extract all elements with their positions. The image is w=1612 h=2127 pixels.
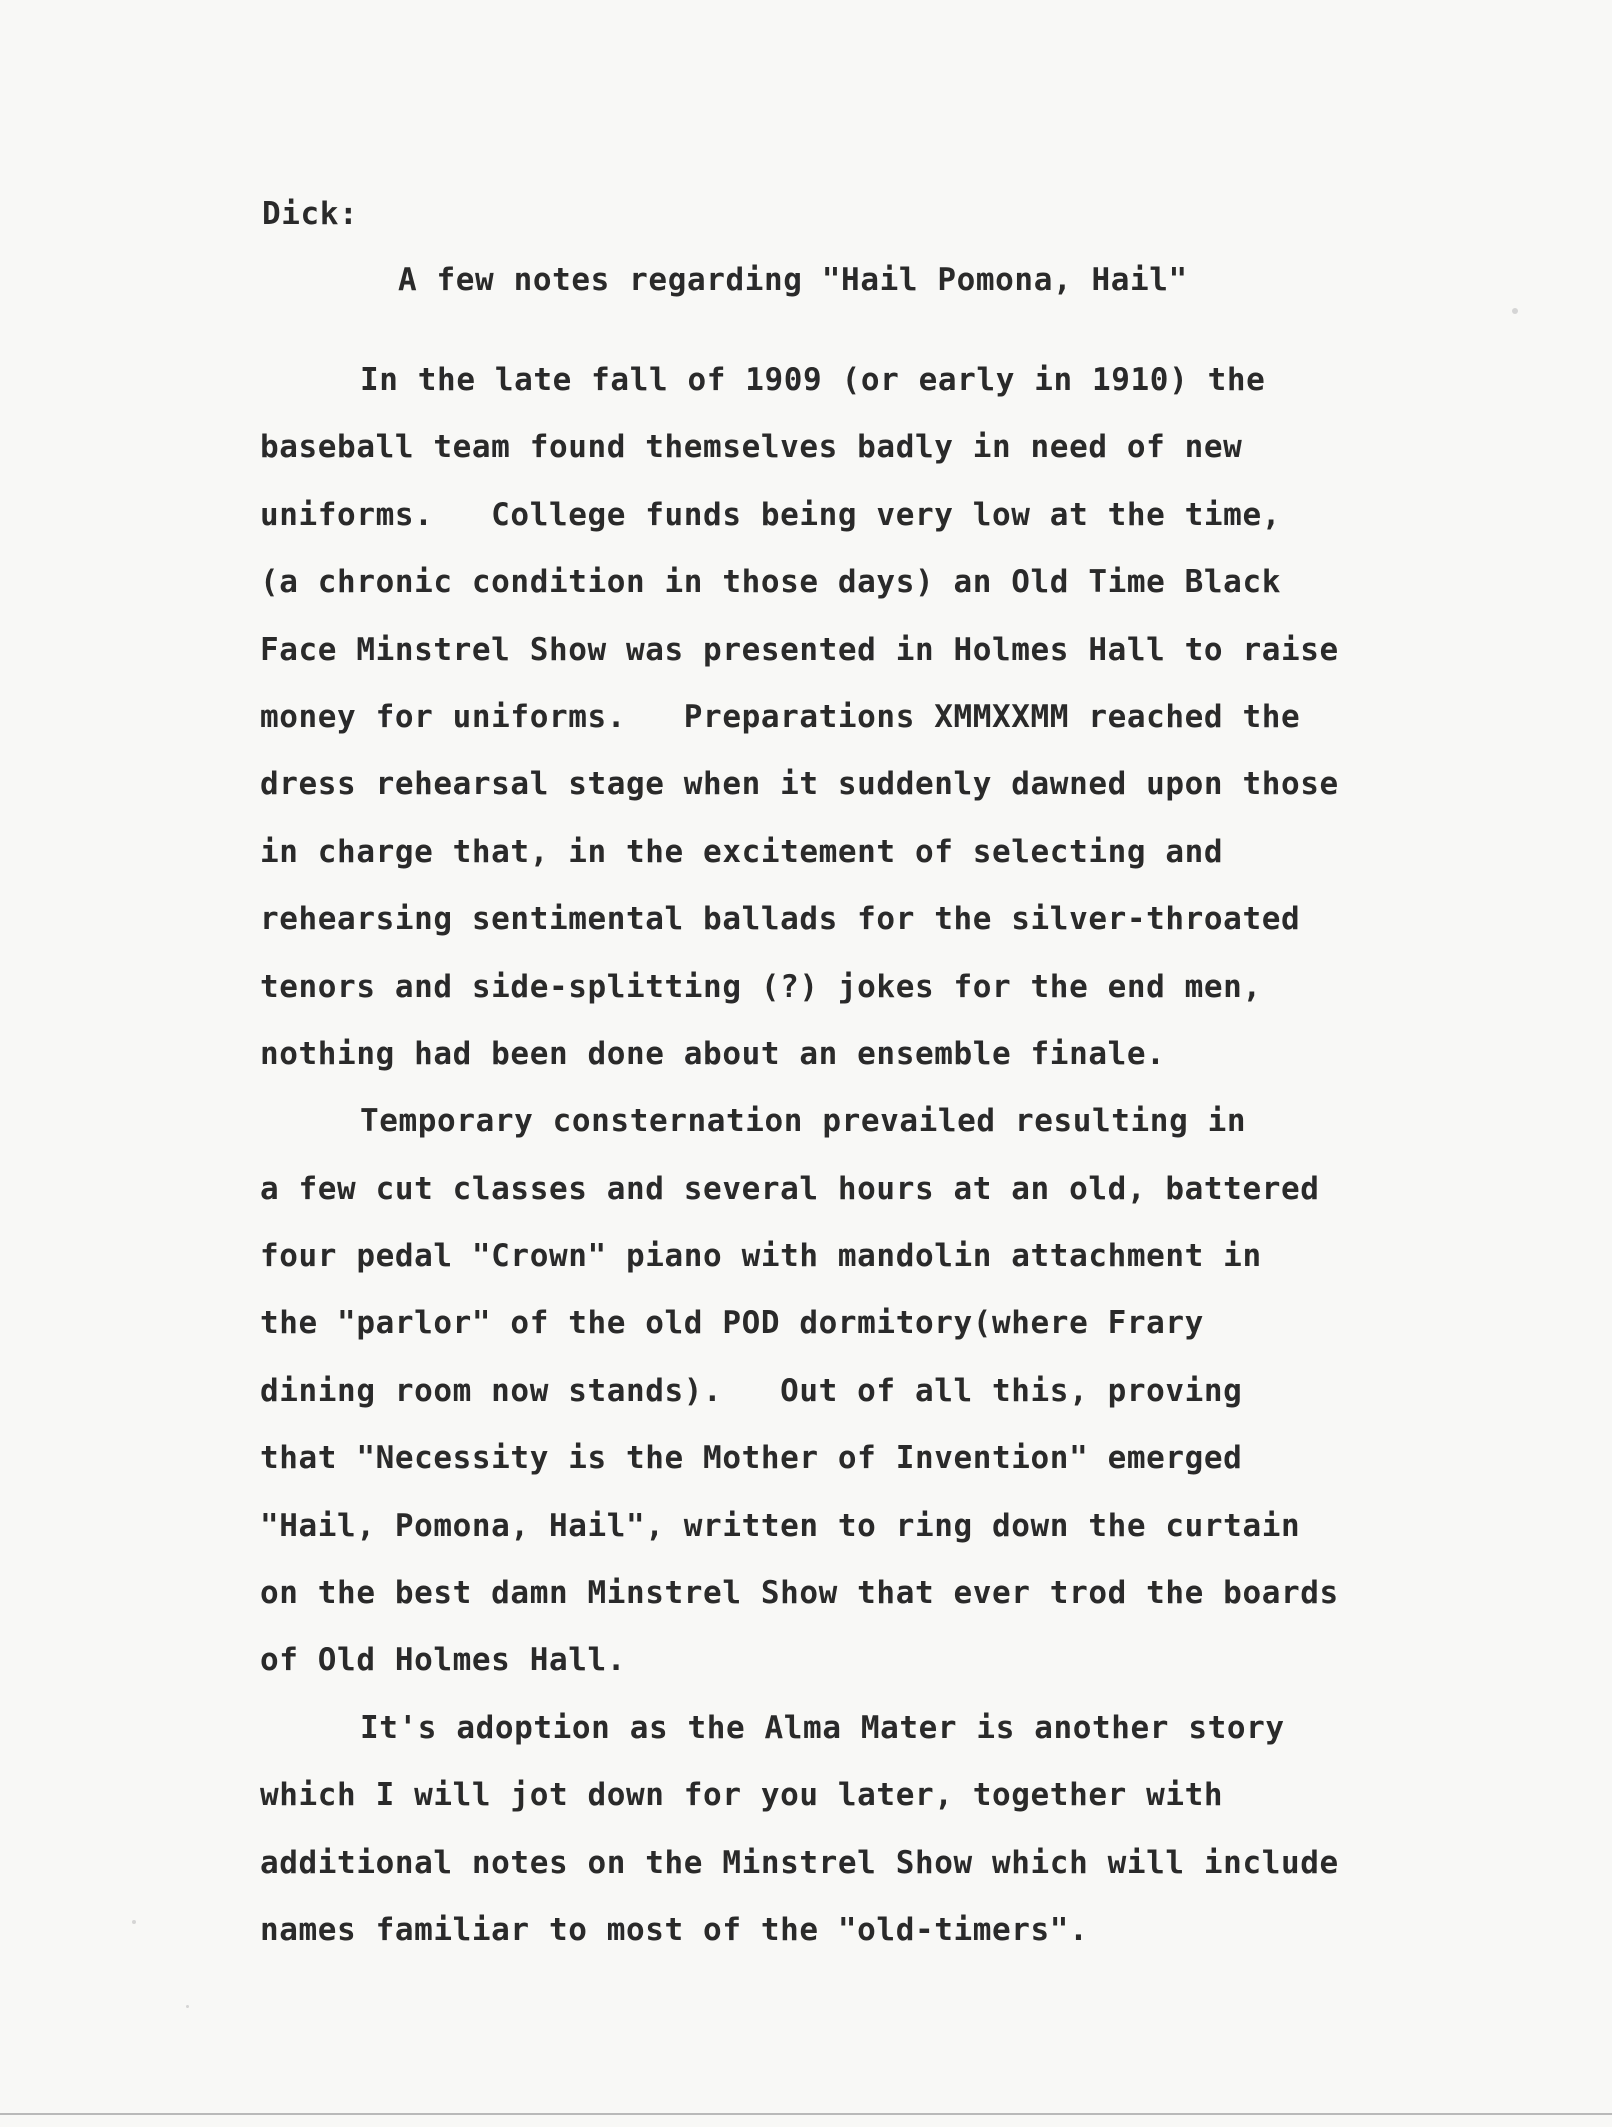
body-line: rehearsing sentimental ballads for the silver-throated bbox=[260, 901, 1301, 938]
body-line: tenors and side-splitting (?) jokes for the end men, bbox=[260, 968, 1262, 1005]
body-line: uniforms. College funds being very low at the time, bbox=[260, 496, 1281, 533]
body-line: dress rehearsal stage when it suddenly dawned upon those bbox=[260, 766, 1339, 803]
body-line: a few cut classes and several hours at an old, battered bbox=[260, 1170, 1320, 1207]
paper-speck bbox=[186, 2005, 189, 2008]
body-line: on the best damn Minstrel Show that ever trod the boards bbox=[260, 1575, 1339, 1612]
page-bottom-edge bbox=[0, 2113, 1612, 2115]
body-line: the "parlor" of the old POD dormitory(where Frary bbox=[260, 1305, 1204, 1342]
body-line: dining room now stands). Out of all this, proving bbox=[260, 1372, 1243, 1409]
paper-speck bbox=[132, 1920, 136, 1924]
body-line: additional notes on the Minstrel Show which will include bbox=[260, 1844, 1339, 1881]
body-line: in charge that, in the excitement of selecting and bbox=[260, 833, 1224, 870]
body-line: Temporary consternation prevailed resulting in bbox=[360, 1103, 1247, 1140]
body-line: baseball team found themselves badly in need of new bbox=[260, 429, 1243, 466]
subject-line: A few notes regarding "Hail Pomona, Hail" bbox=[398, 262, 1188, 298]
salutation: Dick: bbox=[262, 196, 359, 232]
body-line: Face Minstrel Show was presented in Holmes Hall to raise bbox=[260, 631, 1339, 668]
paper-speck bbox=[1512, 308, 1518, 314]
body-line: In the late fall of 1909 (or early in 1910) the bbox=[360, 362, 1266, 398]
body-line: names familiar to most of the "old-timers". bbox=[260, 1911, 1089, 1948]
letter-body bbox=[260, 358, 1510, 1975]
body-line: nothing had been done about an ensemble finale. bbox=[260, 1035, 1166, 1072]
body-line: four pedal "Crown" piano with mandolin attachment in bbox=[260, 1238, 1262, 1275]
body-line: (a chronic condition in those days) an Old Time Black bbox=[260, 564, 1281, 601]
body-line: which I will jot down for you later, together with bbox=[260, 1777, 1224, 1814]
body-line: "Hail, Pomona, Hail", written to ring down the curtain bbox=[260, 1507, 1301, 1544]
body-line: money for uniforms. Preparations XMMXXMM reached the bbox=[260, 698, 1301, 735]
body-line: of Old Holmes Hall. bbox=[260, 1642, 627, 1679]
body-line: It's adoption as the Alma Mater is another story bbox=[360, 1709, 1285, 1746]
body-line: that "Necessity is the Mother of Invention" emerged bbox=[260, 1440, 1243, 1477]
